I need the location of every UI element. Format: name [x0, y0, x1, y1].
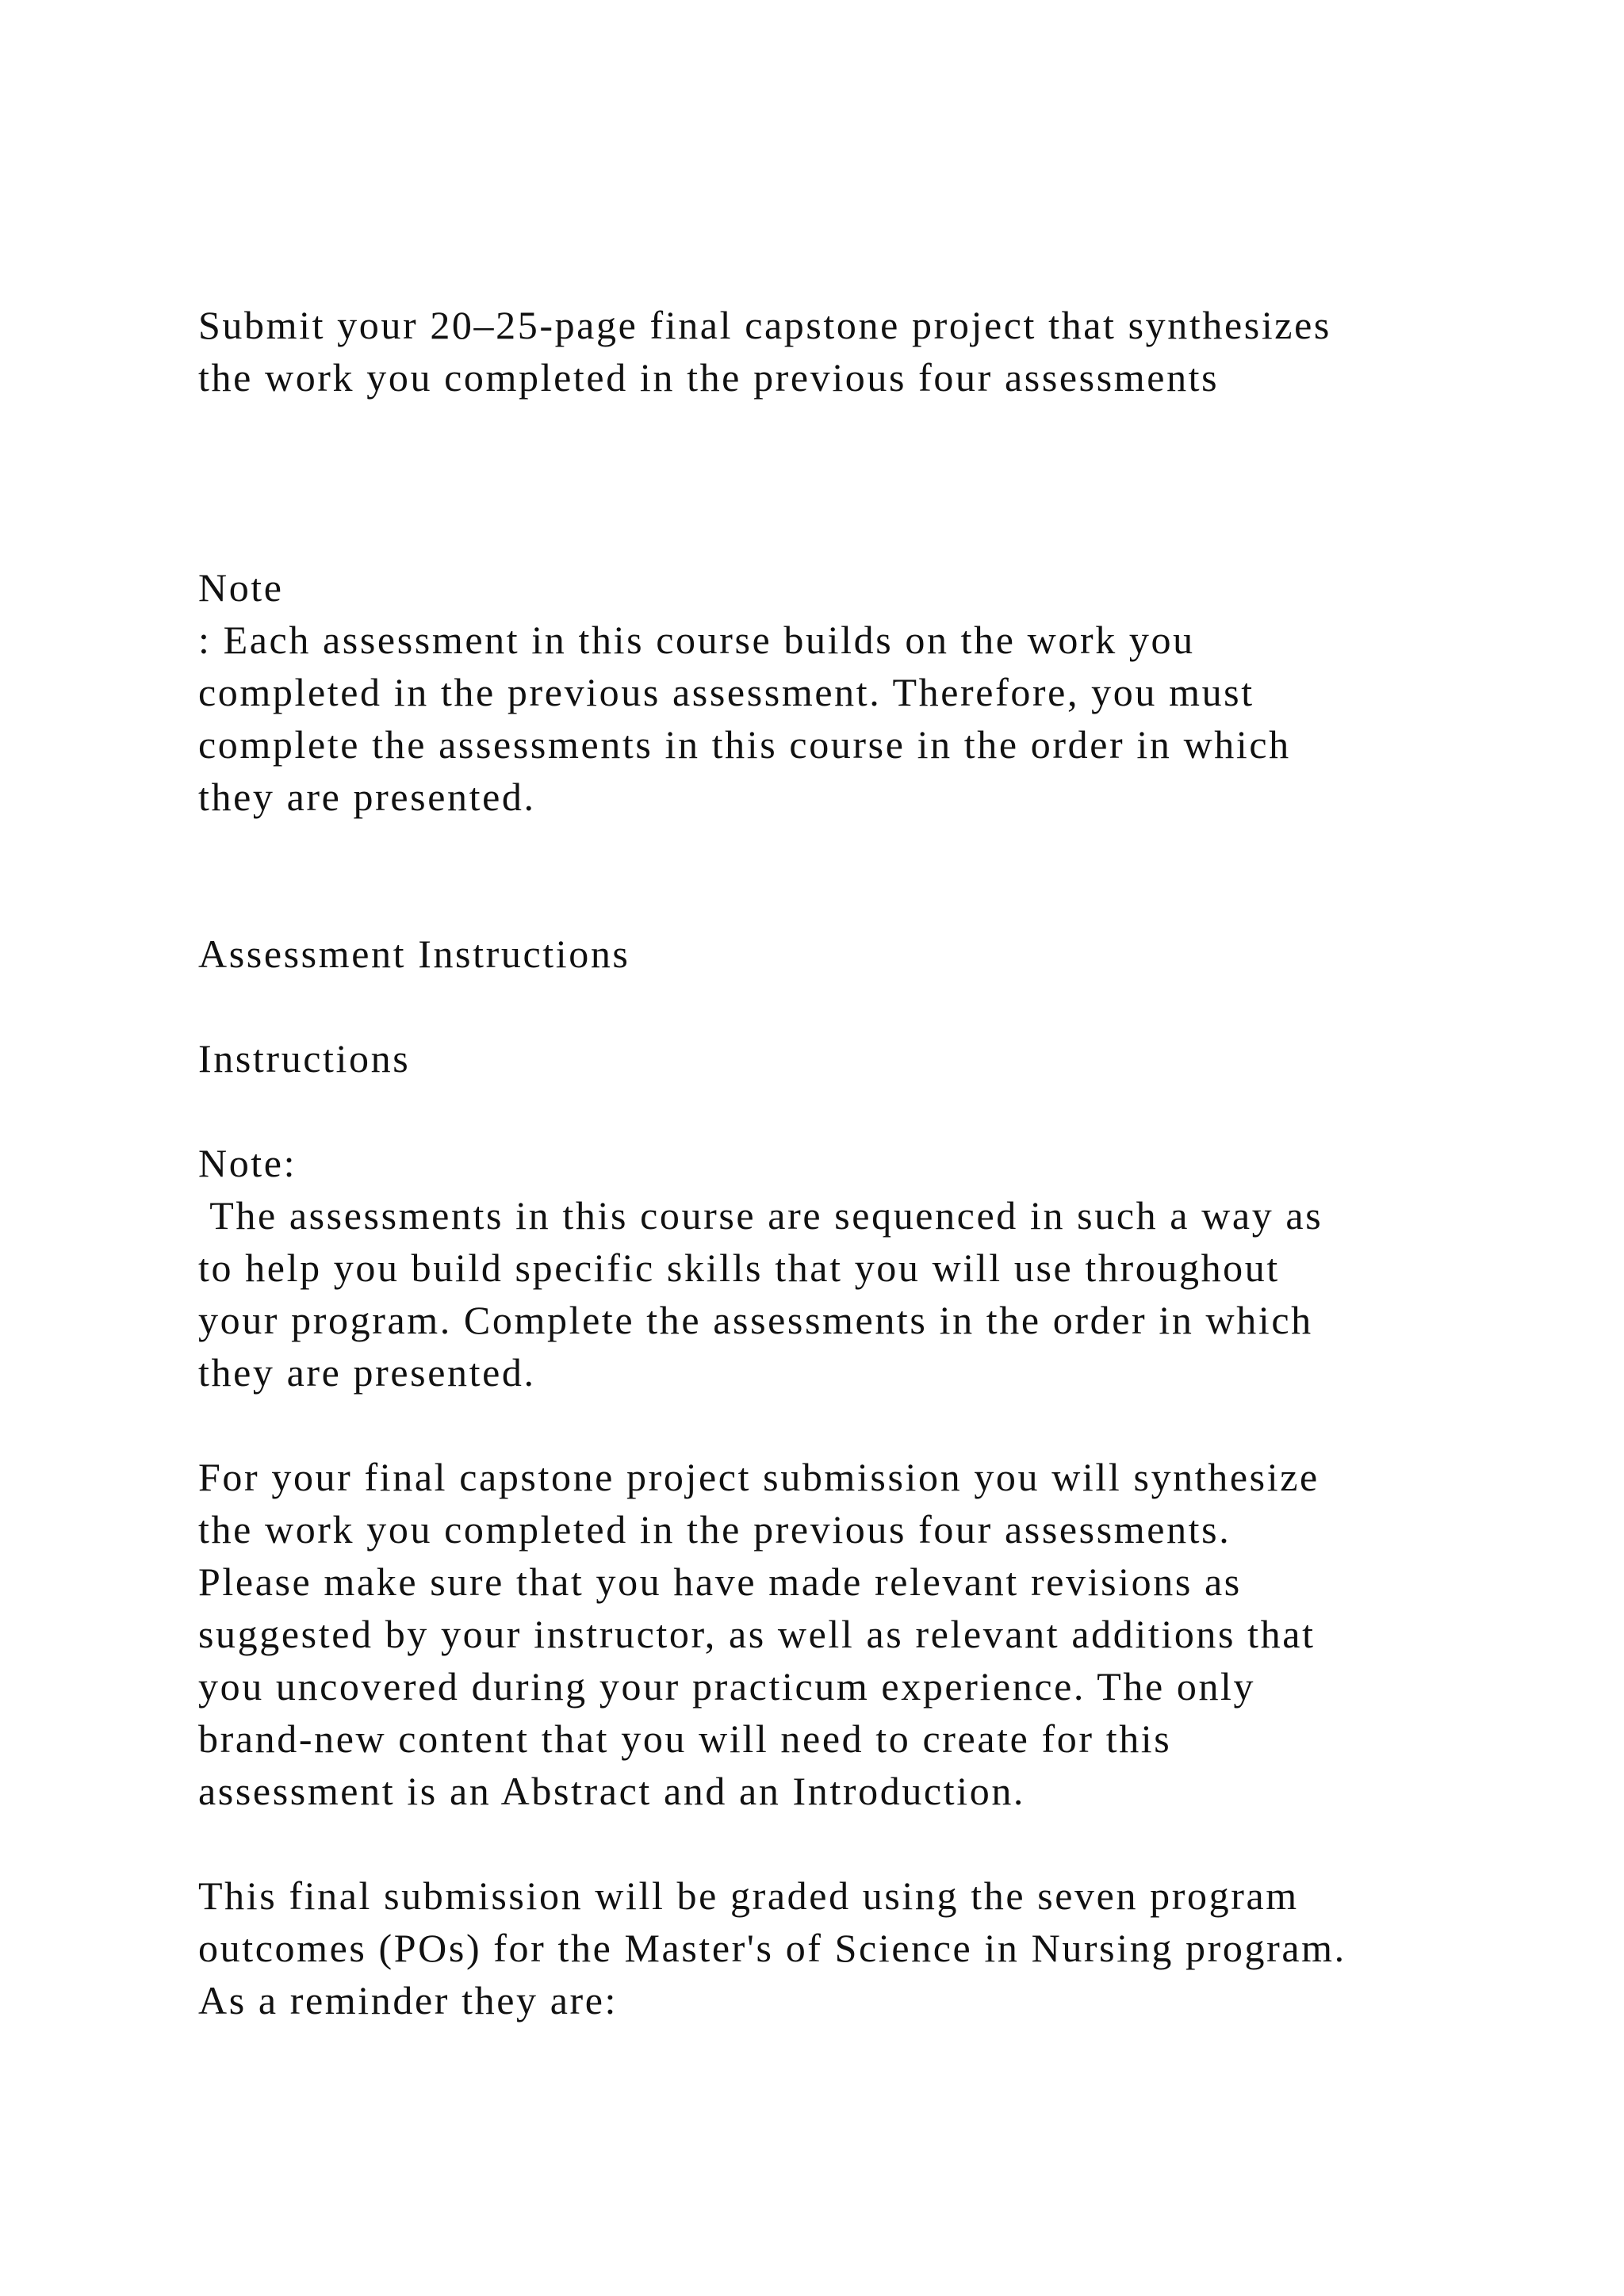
note2-body-line-3: your program. Complete the assessments in the order in which — [198, 1298, 1313, 1342]
note-heading: Note — [198, 565, 284, 610]
submission-paragraph-line-7: assessment is an Abstract and an Introduction. — [198, 1769, 1026, 1813]
submission-paragraph-line-6: brand-new content that you will need to create for this — [198, 1716, 1172, 1761]
note2-body-line-2: to help you build specific skills that you will use throughout — [198, 1246, 1280, 1290]
submission-paragraph-line-5: you uncovered during your practicum experience. The only — [198, 1664, 1256, 1709]
note2-body-line-4: they are presented. — [198, 1350, 536, 1395]
submission-paragraph-line-4: suggested by your instructor, as well as relevant additions that — [198, 1612, 1316, 1656]
grading-paragraph-line-2: outcomes (POs) for the Master's of Science in Nursing program. — [198, 1926, 1346, 1970]
grading-paragraph-line-1: This final submission will be graded using the seven program — [198, 1873, 1299, 1918]
instructions-heading: Instructions — [198, 1036, 411, 1081]
grading-paragraph-line-3: As a reminder they are: — [198, 1978, 619, 2022]
note-body-line-3: complete the assessments in this course in the order in which — [198, 722, 1291, 767]
note2-body-line-1: The assessments in this course are sequenced in such a way as — [198, 1193, 1323, 1238]
note-body-line-1: : Each assessment in this course builds on the work you — [198, 618, 1195, 662]
assessment-instructions-heading: Assessment Instructions — [198, 932, 630, 976]
submission-paragraph-line-3: Please make sure that you have made relevant revisions as — [198, 1559, 1242, 1604]
note-body-line-2: completed in the previous assessment. Therefore, you must — [198, 670, 1254, 714]
note-body-line-4: they are presented. — [198, 775, 536, 819]
submission-paragraph-line-2: the work you completed in the previous four assessments. — [198, 1507, 1231, 1552]
note2-heading: Note: — [198, 1141, 297, 1185]
submission-paragraph-line-1: For your final capstone project submission you will synthesize — [198, 1455, 1320, 1499]
intro-line-2: the work you completed in the previous four assessments — [198, 355, 1220, 400]
intro-line-1: Submit your 20–25-page final capstone project that synthesizes — [198, 303, 1331, 347]
